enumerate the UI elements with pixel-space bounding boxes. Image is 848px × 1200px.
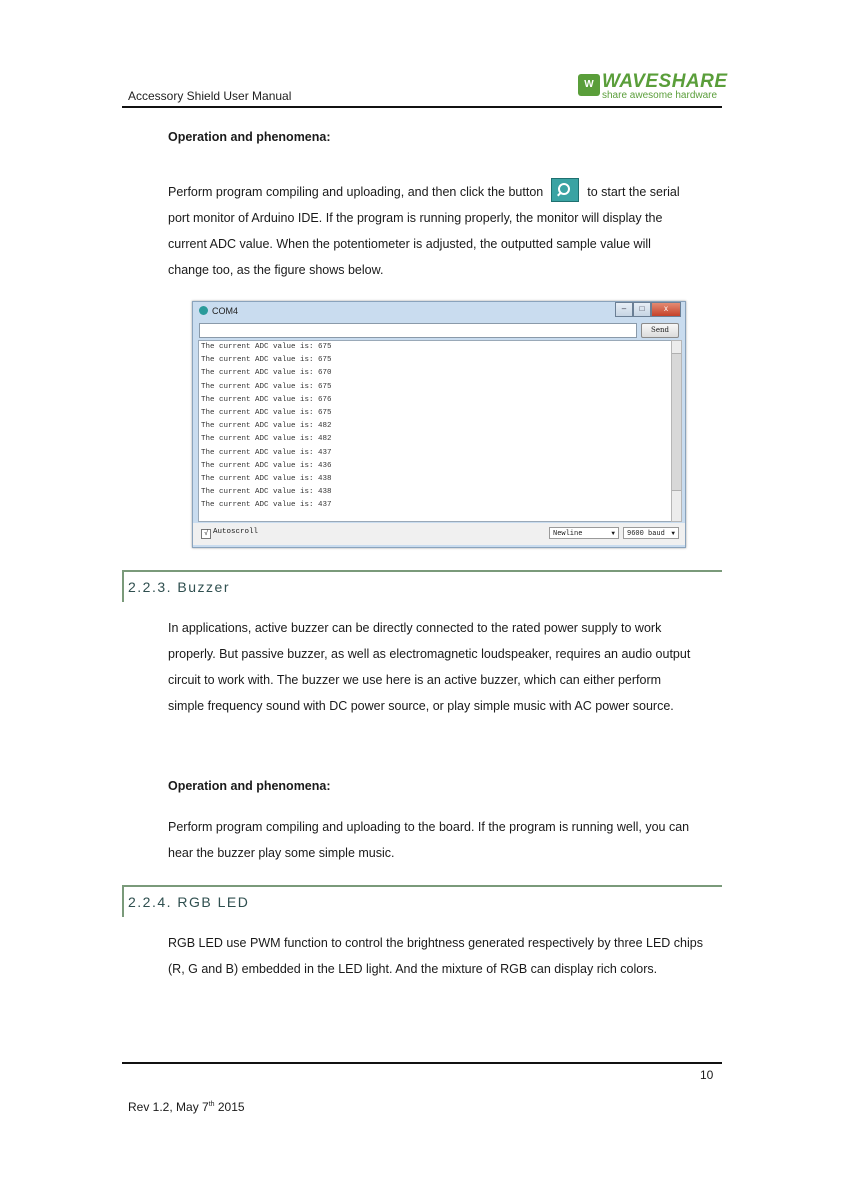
window-title	[199, 306, 238, 316]
chevron-down-icon: ▼	[671, 530, 675, 537]
serial-output-line: The current ADC value is: 438	[201, 474, 332, 483]
serial-output-line: The current ADC value is: 675	[201, 343, 332, 351]
serial-output-line: The current ADC value is: 675	[201, 408, 332, 417]
buzzer-operation-paragraph	[168, 814, 738, 866]
rgb-paragraph	[168, 930, 738, 982]
logo-wordmark: WAVESHARE	[602, 71, 728, 92]
serial-bottom-bar	[193, 523, 685, 545]
rgb-line: RGB LED use PWM function to control the brightness generated respectively by three LED chips	[168, 936, 703, 950]
revision-year: 2015	[214, 1100, 245, 1114]
waveshare-logo-mark-icon: W	[578, 74, 600, 96]
buzzer-paragraph	[168, 615, 738, 719]
buzzer-line: In applications, active buzzer can be directly connected to the rated power supply to work	[168, 621, 662, 635]
buzzer-op-line: Perform program compiling and uploading to the board. If the program is running well, you can	[168, 820, 690, 834]
buzzer-line: simple frequency sound with DC power source, or play simple music with AC power source.	[168, 699, 674, 713]
revision-prefix: Rev 1.2, May 7	[128, 1100, 209, 1114]
operation-heading: Operation and phenomena:	[168, 130, 331, 144]
header-rule	[122, 106, 722, 108]
section-rule-top	[122, 570, 722, 572]
line-ending-select[interactable]	[549, 527, 619, 539]
autoscroll-label: Autoscroll	[213, 528, 259, 536]
logo-tagline: share awesome hardware	[602, 90, 718, 101]
adc-text-after-button: to start the serial	[587, 185, 680, 199]
serial-output-line: The current ADC value is: 437	[201, 501, 332, 510]
serial-input[interactable]	[199, 323, 637, 338]
adc-line: change too, as the figure shows below.	[168, 263, 384, 277]
line-ending-value: Newline	[553, 530, 583, 538]
adc-line: current ADC value. When the potentiometer is adjusted, the outputted sample value will	[168, 237, 651, 251]
serial-output	[198, 340, 673, 522]
serial-output-line: The current ADC value is: 675	[201, 382, 332, 391]
rgb-line: (R, G and B) embedded in the LED light. And the mixture of RGB can display rich colors.	[168, 962, 658, 976]
section-rule-top	[122, 885, 722, 887]
serial-output-line: The current ADC value is: 437	[201, 448, 332, 457]
adc-text-before-button: Perform program compiling and uploading, and then click the button	[168, 185, 544, 199]
serial-output-line: The current ADC value is: 670	[201, 369, 332, 378]
serial-output-line: The current ADC value is: 438	[201, 488, 332, 497]
baud-rate-value: 9600 baud	[627, 530, 665, 538]
serial-output-line: The current ADC value is: 675	[201, 356, 332, 365]
section-title-rgb-led: 2.2.4. RGB LED	[128, 894, 250, 910]
maximize-button[interactable]: □	[633, 302, 651, 317]
buzzer-line: properly. But passive buzzer, as well as electromagnetic loudspeaker, requires an audio output	[168, 647, 691, 661]
baud-rate-select[interactable]	[623, 527, 679, 539]
vertical-scrollbar[interactable]	[671, 340, 682, 522]
serial-output-line: The current ADC value is: 482	[201, 435, 332, 444]
serial-output-line: The current ADC value is: 676	[201, 395, 332, 404]
footer-rule	[122, 1062, 722, 1064]
autoscroll-checkbox[interactable]: √	[201, 529, 211, 539]
section-rule-left	[122, 570, 124, 602]
adc-line: port monitor of Arduino IDE. If the program is running properly, the monitor will display the	[168, 211, 663, 225]
chevron-down-icon: ▼	[611, 530, 615, 537]
buzzer-op-line: hear the buzzer play some simple music.	[168, 846, 395, 860]
window-title-text: COM4	[212, 306, 239, 316]
document-header-title: Accessory Shield User Manual	[128, 89, 292, 103]
scrollbar-thumb[interactable]	[672, 353, 681, 491]
waveshare-logo	[578, 71, 728, 102]
arduino-icon	[199, 306, 208, 315]
window-controls	[615, 302, 681, 316]
buzzer-operation-heading: Operation and phenomena:	[168, 779, 331, 793]
serial-monitor-window	[192, 301, 686, 548]
revision-info	[128, 1100, 245, 1114]
adc-paragraph	[168, 178, 728, 283]
serial-output-line: The current ADC value is: 436	[201, 461, 332, 470]
serial-output-lines	[201, 341, 332, 512]
serial-output-line: The current ADC value is: 482	[201, 422, 332, 431]
minimize-button[interactable]: –	[615, 302, 633, 317]
send-button[interactable]: Send	[641, 323, 679, 338]
buzzer-line: circuit to work with. The buzzer we use here is an active buzzer, which can either perform	[168, 673, 662, 687]
serial-monitor-icon	[551, 178, 579, 202]
close-button[interactable]: x	[651, 302, 681, 317]
revision-superscript: th	[208, 1101, 215, 1108]
section-title-buzzer: 2.2.3. Buzzer	[128, 579, 230, 595]
page-number: 10	[700, 1068, 714, 1082]
section-rule-left	[122, 885, 124, 917]
